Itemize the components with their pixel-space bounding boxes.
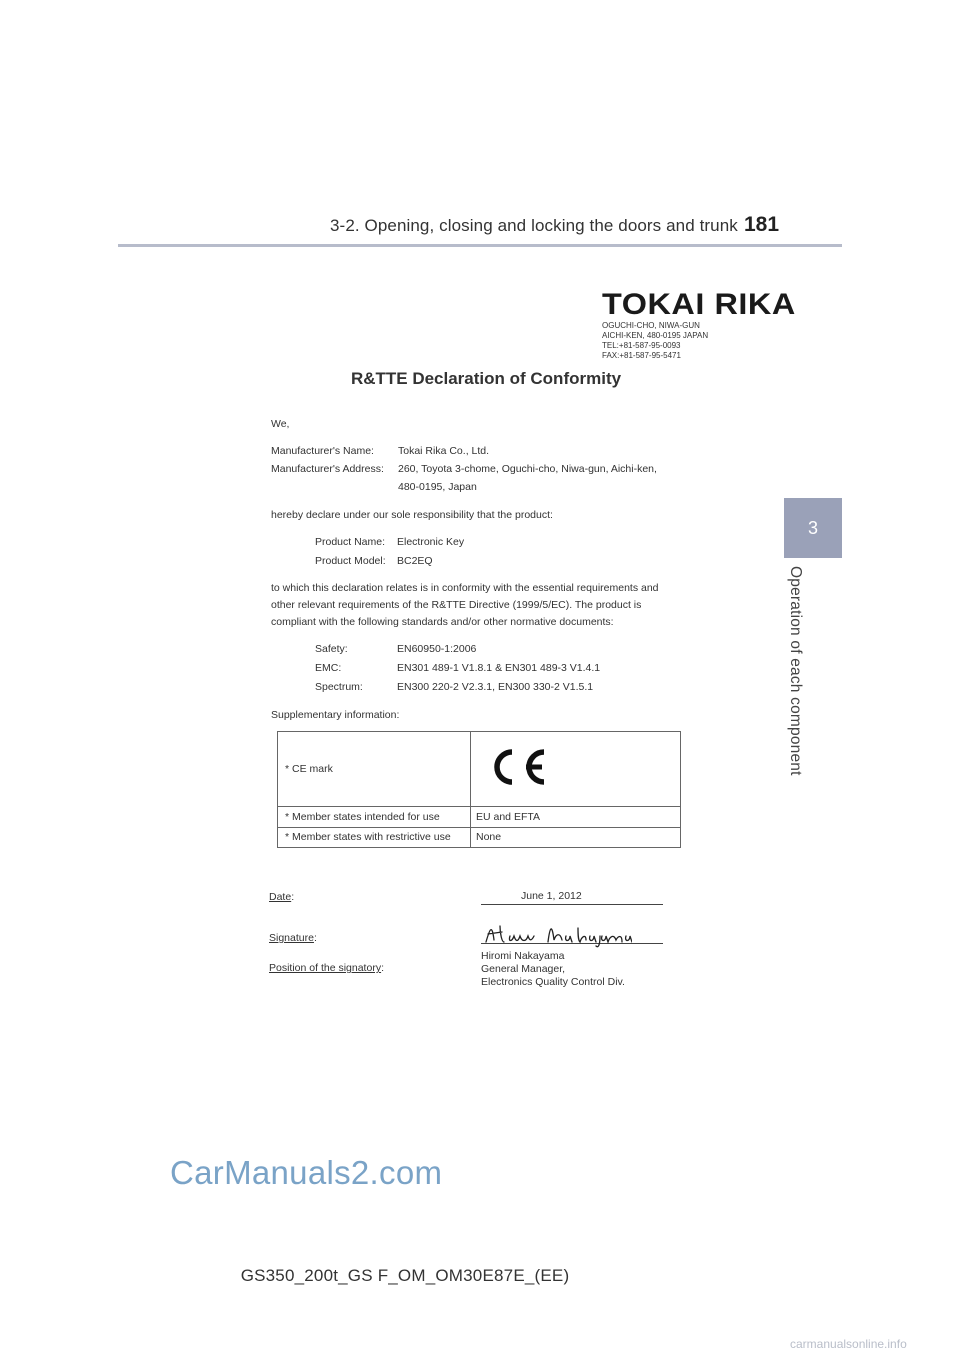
- manufacturer-name-label: Manufacturer's Name:: [271, 445, 374, 457]
- manufacturer-name-value: Tokai Rika Co., Ltd.: [398, 445, 490, 457]
- signature-label: Signature:: [269, 932, 317, 944]
- manufacturer-address-label: Manufacturer's Address:: [271, 463, 384, 475]
- supplementary-heading: Supplementary information:: [271, 709, 400, 721]
- spectrum-value: EN300 220-2 V2.3.1, EN300 330-2 V1.5.1: [397, 681, 594, 693]
- manufacturer-address-line: 260, Toyota 3-chome, Oguchi-cho, Niwa-gun, Aichi-ken,: [398, 463, 657, 475]
- section-title: 3-2. Opening, closing and locking the doors and trunk: [330, 216, 738, 235]
- member-states-value: EU and EFTA: [476, 811, 540, 823]
- page-number: 181: [744, 213, 780, 236]
- manufacturer-address-line: 480-0195, Japan: [398, 481, 477, 493]
- date-line: [481, 904, 663, 905]
- position-line: General Manager,: [481, 963, 566, 975]
- product-name-value: Electronic Key: [397, 536, 465, 548]
- product-model-label: Product Model:: [315, 555, 386, 567]
- restrictive-use-value: None: [476, 831, 502, 843]
- address-line: OGUCHI-CHO, NIWA-GUN: [602, 321, 700, 330]
- chapter-tab[interactable]: [784, 498, 842, 558]
- spectrum-label: Spectrum:: [315, 681, 363, 693]
- emc-value: EN301 489-1 V1.8.1 & EN301 489-3 V1.4.1: [397, 662, 601, 674]
- hereby-text: hereby declare under our sole responsibility that the product:: [271, 509, 553, 521]
- table-divider: [278, 806, 680, 807]
- conformity-text: other relevant requirements of the R&TTE Directive (1999/5/EC). The product is: [271, 599, 642, 611]
- conformity-text: compliant with the following standards and/or other normative documents:: [271, 616, 614, 628]
- ce-mark-icon: [486, 746, 550, 788]
- chapter-title: Operation of each component: [787, 566, 804, 776]
- table-divider: [470, 732, 471, 847]
- safety-label: Safety:: [315, 643, 348, 655]
- watermark-text: CarManuals2.com: [170, 1154, 443, 1191]
- address-line: AICHI-KEN, 480-0195 JAPAN: [602, 331, 709, 340]
- signature-icon: [482, 920, 632, 950]
- we-text: We,: [271, 418, 290, 430]
- declaration-title: R&TTE Declaration of Conformity: [350, 369, 622, 388]
- position-label: Position of the signatory:: [269, 962, 384, 974]
- chapter-title-vertical: [781, 566, 809, 776]
- position-line: Electronics Quality Control Div.: [481, 976, 625, 988]
- tokai-rika-logo: TOKAI RIKA: [602, 288, 796, 321]
- table-divider: [278, 827, 680, 828]
- address-line: FAX:+81-587-95-5471: [602, 351, 681, 360]
- product-model-value: BC2EQ: [397, 555, 433, 567]
- member-states-label: * Member states intended for use: [285, 811, 440, 823]
- watermark-text-secondary: carmanualsonline.info: [790, 1337, 907, 1351]
- date-label: Date:: [269, 891, 295, 903]
- product-name-label: Product Name:: [315, 536, 386, 548]
- chapter-number: 3: [807, 517, 818, 538]
- signatory-name: Hiromi Nakayama: [481, 950, 565, 962]
- emc-label: EMC:: [315, 662, 342, 674]
- supplementary-table: [277, 731, 681, 848]
- header-rule: [118, 244, 842, 247]
- conformity-text: to which this declaration relates is in conformity with the essential requirements and: [271, 582, 659, 594]
- date-value: June 1, 2012: [521, 890, 582, 902]
- footer-code: GS350_200t_GS F_OM_OM30E87E_(EE): [240, 1266, 570, 1285]
- ce-mark-label: * CE mark: [285, 763, 333, 775]
- safety-value: EN60950-1:2006: [397, 643, 477, 655]
- address-line: TEL:+81-587-95-0093: [602, 341, 681, 350]
- restrictive-use-label: * Member states with restrictive use: [285, 831, 451, 843]
